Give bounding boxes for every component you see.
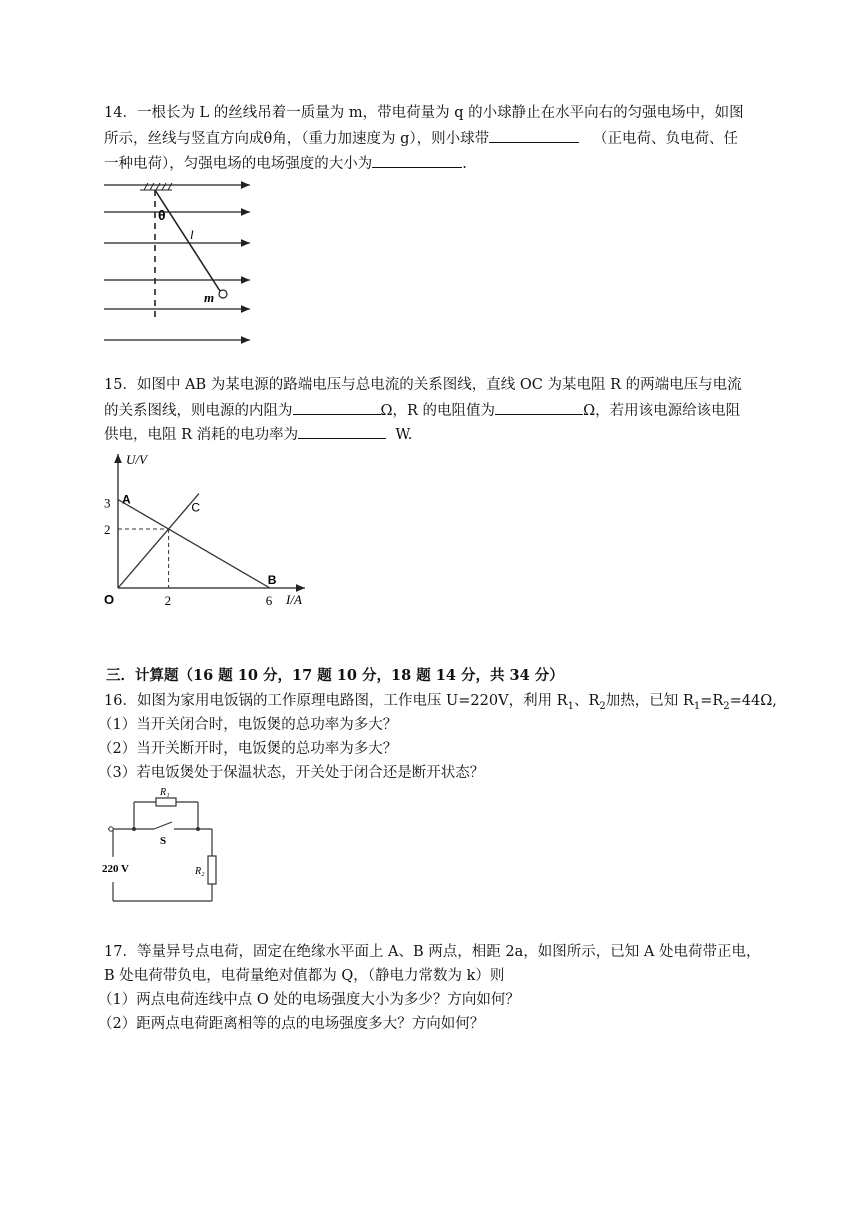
y-tick-label: 3 (104, 495, 111, 511)
q16-line1 (104, 692, 777, 716)
resistor-r1 (156, 798, 176, 806)
x-tick-label: 2 (164, 593, 172, 608)
q15-line2 (104, 401, 740, 420)
q16-line1-text: 加热，已知 R (605, 693, 694, 709)
q15-line3-unit: W. (395, 427, 413, 443)
length-label: l (190, 227, 194, 242)
theta-label: θ (158, 207, 166, 223)
q17-line1: 17．等量异号点电荷，固定在绝缘水平面上 A、B 两点，相距 2a，如图所示，已知 A 处电荷带正电， (104, 944, 761, 960)
q17-line2: B 处电荷带负电，电荷量绝对值都为 Q，（静电力常数为 k）则 (104, 968, 505, 984)
origin-label: O (104, 592, 115, 607)
q16-part2: （2）当开关断开时，电饭煲的总功率为多大？ (98, 741, 398, 757)
q15-line3 (104, 425, 412, 444)
field-lines (104, 185, 250, 340)
circuit-wires (108, 802, 212, 901)
point-label-a: A (122, 492, 131, 507)
r2-label: R₂ (195, 866, 205, 877)
q16-line1-text: 16．如图为家用电饭锅的工作原理电路图，工作电压 U=220V，利用 R (104, 693, 568, 709)
q15-blank-power[interactable] (298, 425, 386, 439)
q15-blank-resistance[interactable] (495, 401, 583, 415)
q15-line1: 15．如图中 AB 为某电源的路端电压与总电流的关系图线，直线 OC 为某电阻 R 的两端电压与电流 (104, 377, 742, 393)
x-tick-label: 6 (265, 593, 273, 608)
r1-label: R₁ (160, 787, 170, 798)
junction-dot (196, 827, 200, 831)
q14-line2-options: （正电荷、负电荷、任 (592, 131, 738, 147)
q14-line2 (104, 129, 738, 148)
q16-part1: （1）当开关闭合时，电饭煲的总功率为多大？ (98, 717, 398, 733)
sub: 1 (567, 700, 574, 712)
q16-line1-text: =R (700, 693, 724, 709)
q14-line1: 14．一根长为 L 的丝线吊着一质量为 m，带电荷量为 q 的小球静止在水平向右的匀强电场中，如图 (104, 105, 744, 121)
q14-line2-text: 所示，丝线与竖直方向成θ角，（重力加速度为 g），则小球带 (104, 131, 490, 147)
circuit-figure (100, 784, 230, 906)
sub: 2 (723, 700, 730, 712)
point-label-b: B (267, 573, 277, 587)
q14-line3-end: . (462, 156, 467, 172)
q15-line3-text: 供电，电阻 R 消耗的电功率为 (104, 427, 299, 443)
x-axis-label: I/A (286, 592, 302, 607)
y-axis-label: U/V (126, 452, 147, 467)
q16-line1-text: 、R (573, 693, 600, 709)
point-label-c: C (191, 500, 201, 515)
ui-chart (100, 450, 320, 620)
q15-line2-mid: Ω，R 的电阻值为 (380, 403, 496, 419)
y-tick-label: 2 (104, 522, 111, 537)
section-title: 三．计算题（16 题 10 分，17 题 10 分，18 题 14 分，共 34 分） (106, 667, 564, 684)
q15-line2-end: Ω，若用该电源给该电阻 (583, 403, 741, 419)
q14-blank-charge[interactable] (489, 129, 579, 143)
sub: 2 (599, 700, 606, 712)
voltage-label: 220 V (102, 863, 129, 875)
mass-label: m (204, 290, 215, 305)
q16-part3: （3）若电饭煲处于保温状态，开关处于闭合还是断开状态？ (98, 765, 485, 781)
ball (219, 290, 227, 298)
q15-line2-text: 的关系图线，则电源的内阻为 (104, 403, 293, 419)
switch-label: S (160, 835, 167, 847)
q17-part2: （2）距两点电荷距离相等的点的电场强度多大？方向如何？ (98, 1016, 485, 1032)
q16-line1-text: =44Ω, (729, 693, 777, 709)
q17-part1: （1）两点电荷连线中点 O 处的电场强度大小为多少？方向如何？ (98, 992, 520, 1008)
junction-dot (132, 827, 136, 831)
terminal-dot (109, 827, 113, 831)
q14-line3-text: 一种电荷），匀强电场的电场强度的大小为 (104, 156, 373, 172)
series-line-oc (118, 494, 199, 588)
q14-line3 (104, 154, 467, 173)
resistor-r2 (208, 856, 216, 884)
pendulum-figure (100, 176, 260, 351)
q15-blank-internal-resistance[interactable] (293, 401, 381, 415)
sub: 1 (693, 700, 701, 712)
ceiling-hatch (140, 183, 172, 190)
string-line (155, 190, 220, 291)
q14-blank-field[interactable] (372, 154, 462, 168)
